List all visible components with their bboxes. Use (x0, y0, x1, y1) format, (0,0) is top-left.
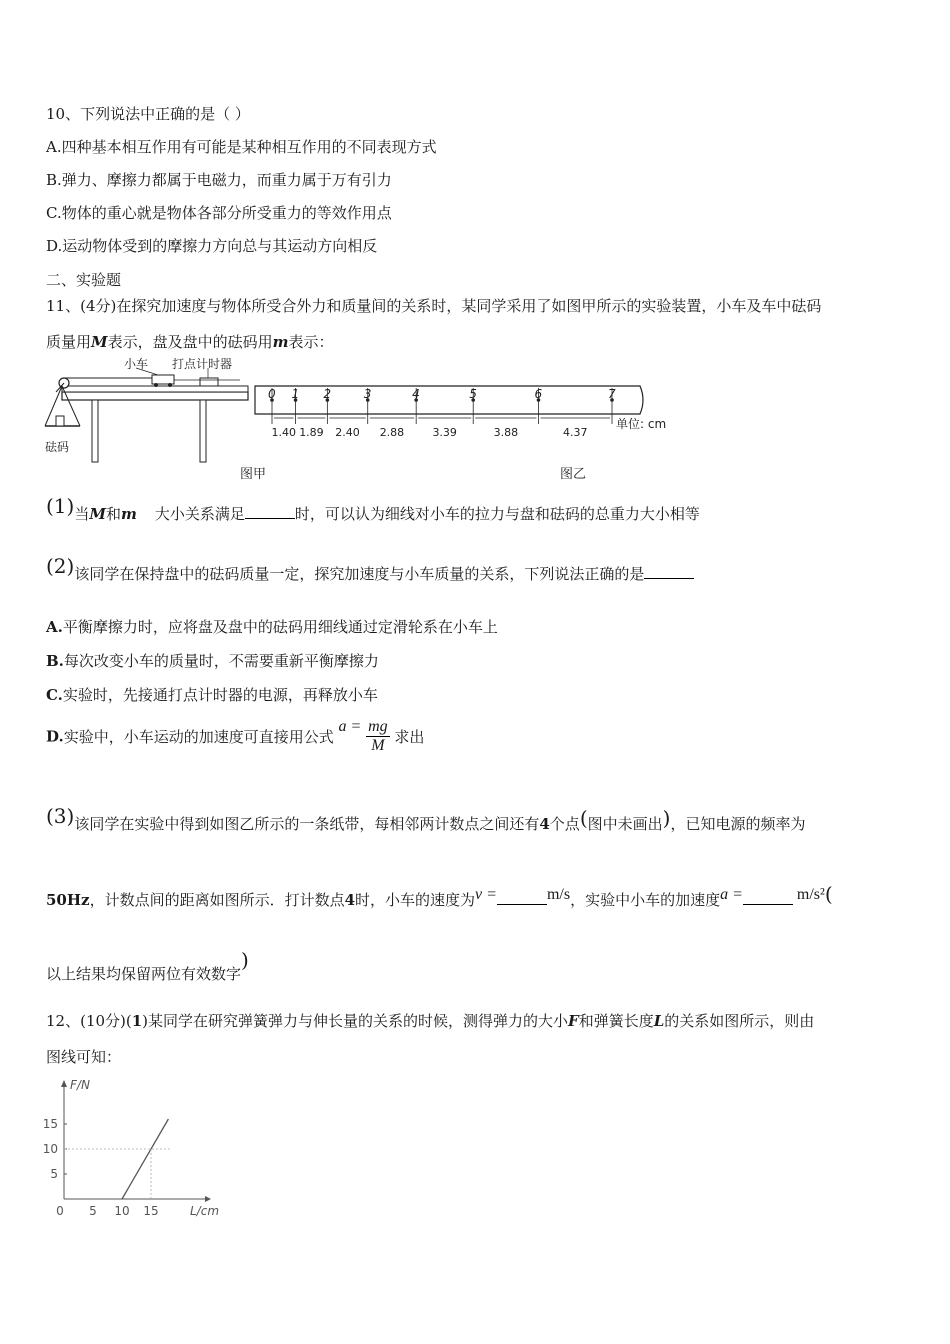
y-tick-label: 10 (42, 1142, 58, 1156)
q11-part3-line3 (46, 948, 249, 984)
q11-part2 (46, 554, 694, 584)
symbol-L: L (653, 1012, 665, 1030)
number: 1 (131, 1012, 143, 1030)
paren: ( (824, 882, 833, 906)
option-text: 实验时，先接通打点计时器的电源，再释放小车 (62, 686, 378, 704)
text-segment: 质量用 (46, 333, 92, 351)
formula-numerator: mg (368, 718, 388, 735)
formula-denominator: M (371, 737, 385, 754)
text-segment: 表示： (288, 333, 334, 351)
distance-label: 4.37 (562, 426, 588, 439)
cart-label: 小车 (124, 357, 149, 371)
part-number: (1) (46, 494, 75, 518)
text-segment: 该同学在保持盘中的砝码质量一定，探究加速度与小车质量的关系，下列说法正确的是 (74, 565, 645, 583)
text-segment: ，计数点间的距离如图所示．打计数点 (89, 891, 345, 909)
table-top (62, 392, 248, 400)
number: 4 (539, 815, 550, 833)
section-heading: 二、实验题 (46, 271, 122, 289)
y-tick-label: 5 (50, 1167, 58, 1181)
x-tick-label: 5 (89, 1204, 97, 1218)
part-number: (2) (46, 554, 75, 578)
y-tick-label: 15 (42, 1117, 58, 1131)
answer-blank[interactable] (644, 564, 694, 579)
figure-caption-a: 图甲 (240, 467, 267, 482)
paren: ) (662, 806, 671, 830)
weight-icon (56, 416, 64, 426)
text-segment: 个点 (549, 815, 580, 833)
q10-option-d: D.运动物体受到的摩擦力方向总与其运动方向相反 (46, 237, 378, 255)
figure-apparatus (40, 357, 267, 488)
option-letter: A. (46, 618, 63, 636)
table-leg (92, 400, 98, 462)
tape-point-label: 1 (291, 387, 300, 401)
text-segment: )某同学在研究弹簧弹力与伸长量的关系的时候，测得弹力的大小 (142, 1012, 569, 1030)
text-segment: 和 (105, 505, 121, 523)
distance-label: 2.88 (379, 426, 405, 439)
q11-part3-line1 (46, 804, 806, 834)
q11-part2-option-a (46, 616, 498, 637)
answer-blank[interactable] (743, 890, 793, 905)
part-number: (3) (46, 804, 75, 828)
text-segment: 12、(10分)( (46, 1012, 132, 1030)
track-board (62, 386, 248, 392)
distance-label: 3.39 (432, 426, 457, 439)
y-axis-label: F/N (70, 1078, 90, 1092)
symbol-m: m (120, 505, 137, 523)
unit: m/s (546, 886, 571, 903)
symbol-m: m (272, 333, 289, 351)
frequency: 50Hz (46, 891, 90, 909)
text-segment: 求出 (394, 728, 425, 746)
option-letter: B. (46, 652, 64, 670)
force-length-chart (40, 1075, 240, 1225)
text-segment: ，实验中小车的加速度 (570, 891, 721, 909)
option-text: 每次改变小车的质量时，不需要重新平衡摩擦力 (63, 652, 379, 670)
number: 4 (344, 891, 356, 909)
q11-part2-option-b (46, 650, 379, 671)
chart-ticks (43, 1117, 159, 1218)
q11-part3-line2 (46, 882, 833, 910)
tape-point-label: 5 (469, 387, 477, 401)
cart-icon (152, 375, 174, 384)
tape-point-label: 7 (608, 387, 616, 401)
q11-part1 (46, 494, 700, 524)
text-segment: 时，可以认为细线对小车的拉力与盘和砝码的总重力大小相等 (294, 505, 700, 523)
distance-label: 3.88 (493, 426, 519, 439)
answer-blank[interactable] (245, 504, 295, 519)
text-segment: 表示，盘及盘中的砝码用 (107, 333, 273, 351)
series-line (122, 1119, 168, 1199)
symbol-M: M (91, 333, 108, 351)
text-segment: 时，小车的速度为 (355, 891, 476, 909)
tape-point-label: 0 (268, 387, 276, 401)
tape-point-label: 4 (412, 387, 420, 401)
q11-stem-line2 (46, 331, 334, 352)
formula-fraction (366, 718, 390, 755)
timer-icon (200, 378, 218, 386)
option-letter: D. (46, 727, 64, 746)
distance-label: 1.40 (271, 426, 297, 439)
q12-stem-line2: 图线可知： (46, 1048, 122, 1066)
q10-option-c: C.物体的重心就是物体各部分所受重力的等效作用点 (46, 204, 392, 222)
text-segment: 当 (74, 505, 90, 523)
x-tick-label: 15 (143, 1204, 159, 1218)
tape-point-label: 6 (534, 387, 543, 401)
figure-caption-b: 图乙 (560, 467, 587, 482)
tape-strip (255, 386, 643, 414)
tape-unit: 单位: cm (616, 417, 667, 431)
x-axis-arrow-icon (205, 1196, 211, 1202)
option-text: 平衡摩擦力时，应将盘及盘中的砝码用细线通过定滑轮系在小车上 (62, 618, 498, 636)
y-axis-arrow-icon (61, 1080, 67, 1087)
paren: ) (241, 948, 249, 972)
text-segment: 和弹簧长度 (578, 1012, 654, 1030)
symbol-v: v = (475, 886, 497, 903)
q11-part2-option-c (46, 684, 378, 705)
q10-option-a: A.四种基本相互作用有可能是某种相互作用的不同表现方式 (46, 138, 437, 156)
text-segment: 图中未画出 (587, 815, 663, 833)
q11-stem-line1: 11、(4分)在探究加速度与物体所受合外力和质量间的关系时，某同学采用了如图甲所示的实验装置，小车及车中砝码 (46, 297, 822, 315)
answer-blank[interactable] (497, 890, 547, 905)
timer-label: 打点计时器 (172, 357, 233, 371)
x-tick-label: 0 (56, 1204, 64, 1218)
q11-part2-option-d (46, 718, 424, 755)
option-text: 实验中，小车运动的加速度可直接用公式 (63, 728, 334, 746)
weight-label: 砝码 (45, 440, 70, 454)
text-segment: 该同学在实验中得到如图乙所示的一条纸带，每相邻两计数点之间还有 (74, 815, 540, 833)
formula-lhs: a = (338, 717, 362, 735)
distance-label: 2.40 (335, 426, 360, 439)
wheel-icon (168, 383, 172, 387)
paren: ( (579, 806, 588, 830)
table-leg (200, 400, 206, 462)
text-segment: 以上结果均保留两位有效数字 (46, 965, 242, 983)
option-letter: C. (46, 686, 63, 704)
x-tick-label: 10 (114, 1204, 130, 1218)
q12-stem-line1 (46, 1010, 814, 1031)
symbol-F: F (568, 1012, 579, 1030)
text-segment: ，已知电源的频率为 (670, 815, 806, 833)
symbol-M: M (89, 505, 106, 523)
wheel-icon (154, 383, 158, 387)
q10-option-b: B.弹力、摩擦力都属于电磁力，而重力属于万有引力 (46, 171, 392, 189)
distance-label: 1.89 (299, 426, 324, 439)
text-segment: 的关系如图所示，则由 (664, 1012, 815, 1030)
symbol-a: a = (720, 886, 743, 903)
x-axis-label: L/cm (190, 1204, 220, 1218)
tape-point-label: 2 (323, 387, 331, 401)
unit: m/s² (796, 886, 825, 903)
text-segment: 大小关系满足 (154, 505, 245, 523)
figure-tape (250, 380, 680, 490)
tape-point-label: 3 (363, 387, 372, 401)
q10-stem: 10、下列说法中正确的是（ ） (46, 105, 250, 123)
